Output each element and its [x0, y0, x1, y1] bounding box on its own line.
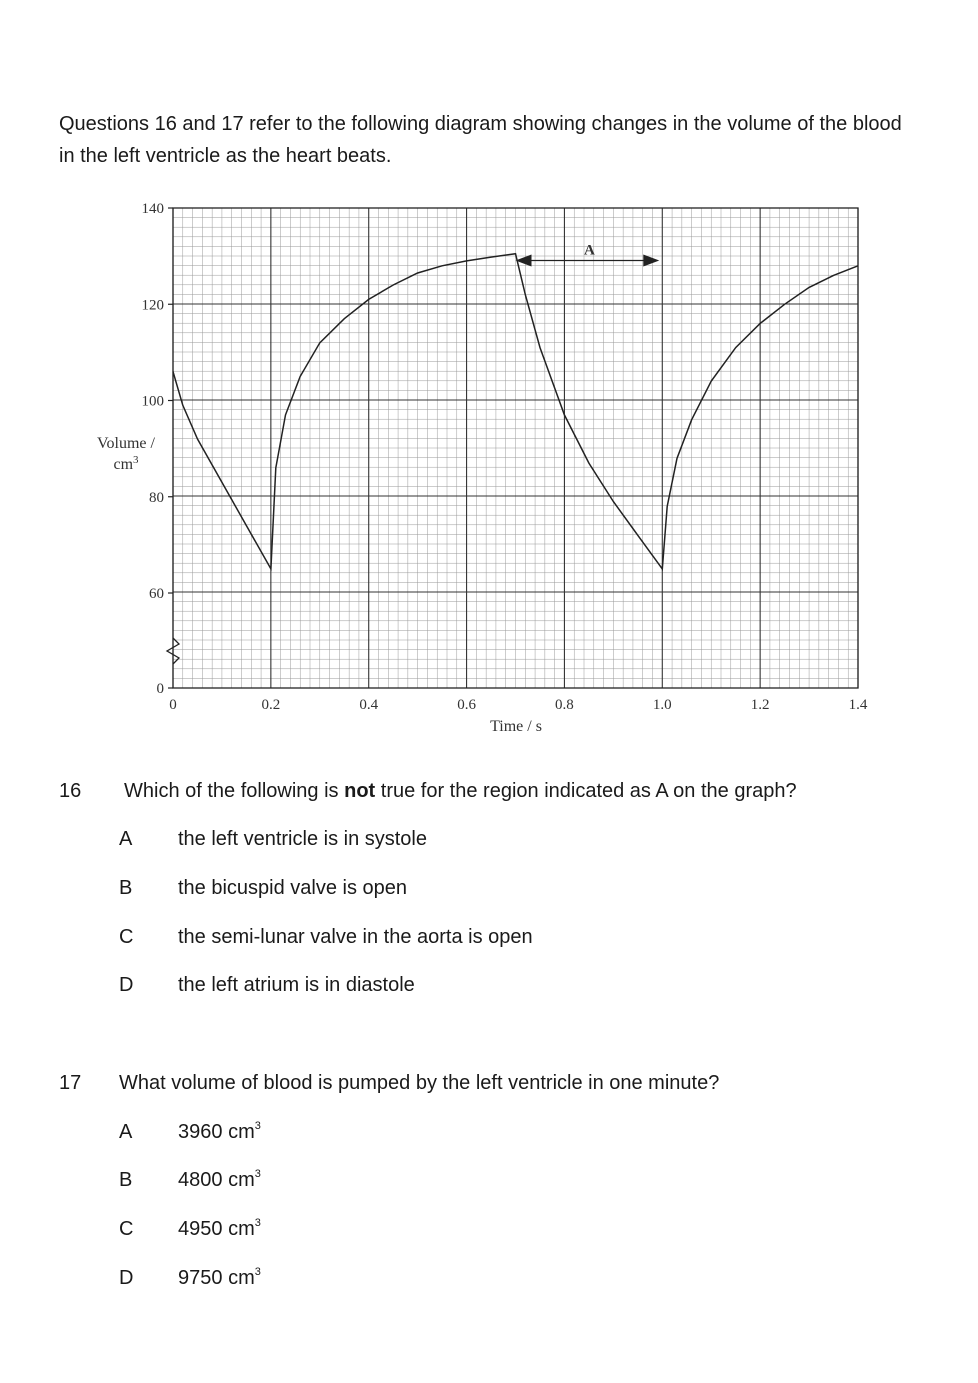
y-tick-label: 60	[149, 586, 164, 602]
x-tick-label: 0	[169, 697, 177, 713]
option-value: 9750	[178, 1267, 223, 1289]
option-text	[178, 1267, 261, 1290]
y-axis-label-sup: 3	[133, 454, 139, 466]
y-tick-label: 120	[141, 297, 164, 314]
question-17	[59, 1072, 939, 1098]
option-value: 3960	[178, 1121, 223, 1143]
region-a-arrowhead-right	[643, 255, 659, 267]
option-unit: cm	[228, 1169, 255, 1191]
question-16-text-before: Which of the following is	[124, 780, 345, 802]
x-tick-label: 0.8	[555, 697, 574, 713]
x-tick-label: 0.2	[261, 697, 281, 713]
question-17-number: 17	[59, 1072, 82, 1094]
option-value: 4800	[178, 1169, 223, 1191]
y-tick-label: 140	[141, 201, 164, 217]
option-text: the bicuspid valve is open	[178, 877, 408, 899]
option-text: the left atrium is in diastole	[178, 974, 415, 996]
question-16	[59, 780, 939, 806]
option-letter: A	[119, 1121, 133, 1143]
y-axis-label-line1: Volume /	[97, 435, 155, 452]
x-tick-label: 0.4	[359, 697, 379, 713]
option-value: 4950	[178, 1218, 223, 1240]
x-axis-label: Time / s	[490, 718, 542, 735]
question-17-text: What volume of blood is pumped by the left ventricle in one minute?	[119, 1072, 720, 1094]
option-unit-sup: 3	[254, 1217, 261, 1229]
x-tick-label: 1.4	[848, 697, 868, 713]
region-a-label: A	[583, 242, 595, 259]
question-16-text-bold: not	[344, 780, 376, 802]
question-16-text-after: true for the region indicated as A on the graph?	[375, 780, 797, 802]
option-letter: C	[119, 1218, 134, 1240]
option-letter: C	[119, 926, 134, 948]
option-unit-sup: 3	[254, 1168, 261, 1180]
option-unit: cm	[228, 1121, 255, 1143]
y-tick-label: 0	[156, 681, 164, 697]
question-16-number: 16	[59, 780, 82, 802]
x-tick-label: 1.2	[750, 697, 770, 713]
volume-time-graph	[80, 195, 890, 755]
option-text: the left ventricle is in systole	[178, 828, 427, 850]
x-tick-label: 0.6	[457, 697, 476, 713]
option-letter: D	[119, 1267, 134, 1289]
y-axis-label-line2	[113, 454, 139, 473]
x-axis-ticks	[169, 697, 868, 713]
region-a-annotation	[516, 243, 660, 267]
option-unit-sup: 3	[254, 1120, 261, 1132]
option-letter: A	[119, 828, 133, 850]
y-axis-label-unit: cm	[113, 456, 134, 473]
y-tick-label: 80	[149, 489, 164, 506]
question-16-text	[124, 780, 797, 803]
y-tick-label: 100	[141, 393, 164, 410]
intro-text: Questions 16 and 17 refer to the following diagram showing changes in the volume of the blood in the left ventricle as the heart beats.	[59, 113, 902, 167]
option-text: the semi-lunar valve in the aorta is open	[178, 926, 533, 948]
option-letter: D	[119, 974, 134, 996]
option-letter: B	[119, 1169, 133, 1191]
grid-minor	[173, 208, 858, 688]
option-unit: cm	[228, 1267, 255, 1289]
option-text	[178, 1121, 261, 1144]
option-text	[178, 1169, 261, 1192]
x-tick-label: 1.0	[652, 697, 672, 713]
option-unit-sup: 3	[254, 1266, 261, 1278]
option-letter: B	[119, 877, 133, 899]
option-unit: cm	[228, 1218, 255, 1240]
option-text	[178, 1218, 261, 1241]
